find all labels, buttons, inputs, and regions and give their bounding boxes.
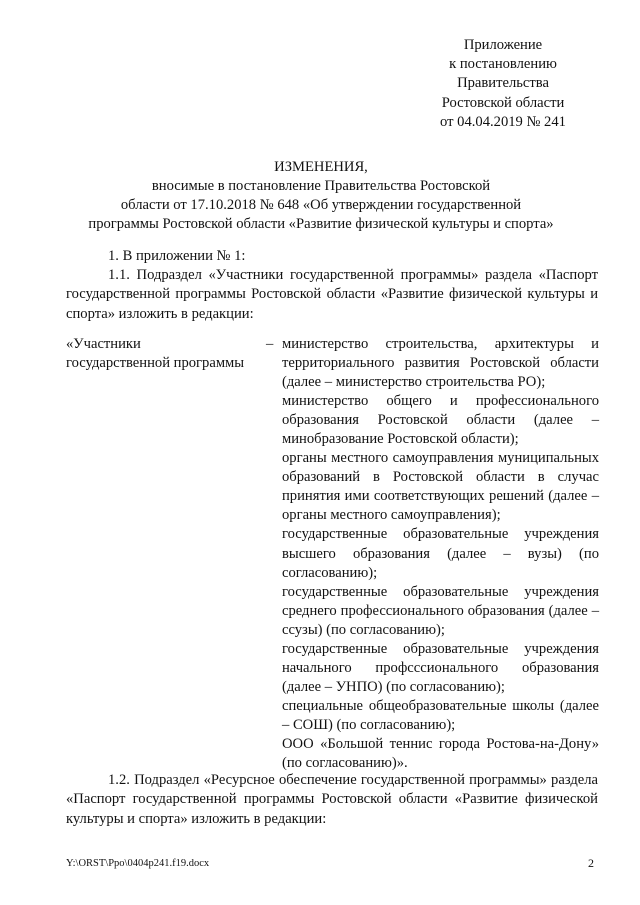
- participant-item: ООО «Большой теннис города Ростова-на-Дону» (по согласованию)».: [282, 735, 599, 772]
- left-cell-line: государственной программы: [66, 355, 245, 372]
- document-heading: [66, 158, 576, 234]
- table-dash: –: [266, 336, 274, 352]
- participant-item: специальные общеобразовательные школы (далее – СОШ) (по согласованию);: [282, 697, 599, 733]
- subpoint-1-1: 1.1. Подраздел «Участники государственной программы» раздела «Паспорт государственной программы Ростовской области «Развитие физической культуры и спорта» изложить в редакции:: [66, 267, 598, 322]
- page-number: 2: [588, 856, 594, 870]
- point-1: 1. В приложении № 1:: [108, 248, 246, 264]
- participant-item: государственные образовательные учреждения среднего профессионального образования (далее – ссузы) (по согласованию);: [282, 583, 599, 638]
- participant-item: министерство строительства, архитектуры и территориального развития Ростовской области (далее – министерство строительства РО);: [282, 336, 599, 391]
- table-left-cell: [66, 335, 274, 373]
- heading-line: вносимые в постановление Правительства Ростовской: [151, 178, 491, 194]
- approval-line: Правительства: [457, 75, 549, 92]
- subpoint-1-2: 1.2. Подраздел «Ресурсное обеспечение государственной программы» раздела «Паспорт государственной программы Ростовской области «Развитие физической культуры и спорта» изложить в редакции:: [66, 772, 598, 827]
- participant-item: государственные образовательные учреждения начального профсссионального образования (далее – УНПО) (по согласованию);: [282, 640, 599, 695]
- document-title: ИЗМЕНЕНИЯ,: [274, 159, 368, 175]
- left-cell-line: «Участники: [66, 336, 141, 352]
- approval-line: Ростовской области: [441, 94, 565, 111]
- approval-stamp: [428, 36, 578, 132]
- participant-item: министерство общего и профессионального образования Ростовской области (далее – минобразование Ростовской области);: [282, 393, 599, 448]
- file-path-footer: Y:\ORST\Ppo\0404p241.f19.docx: [66, 858, 210, 869]
- approval-line: к постановлению: [449, 56, 557, 73]
- heading-line: программы Ростовской области «Развитие физической культуры и спорта»: [88, 216, 554, 232]
- participants-list: [282, 335, 599, 773]
- approval-line: Приложение: [463, 37, 543, 53]
- approval-line: от 04.04.2019 № 241: [440, 113, 566, 130]
- heading-line: области от 17.10.2018 № 648 «Об утверждении государственной: [120, 197, 522, 213]
- participant-item: органы местного самоуправления муниципальных образований в Ростовской области в случас принятия ими соответствующих решений (далее – органы местного самоуправления);: [282, 450, 599, 524]
- participant-item: государственные образовательные учреждения высшего образования (далее – вузы) (по согласованию);: [282, 526, 599, 581]
